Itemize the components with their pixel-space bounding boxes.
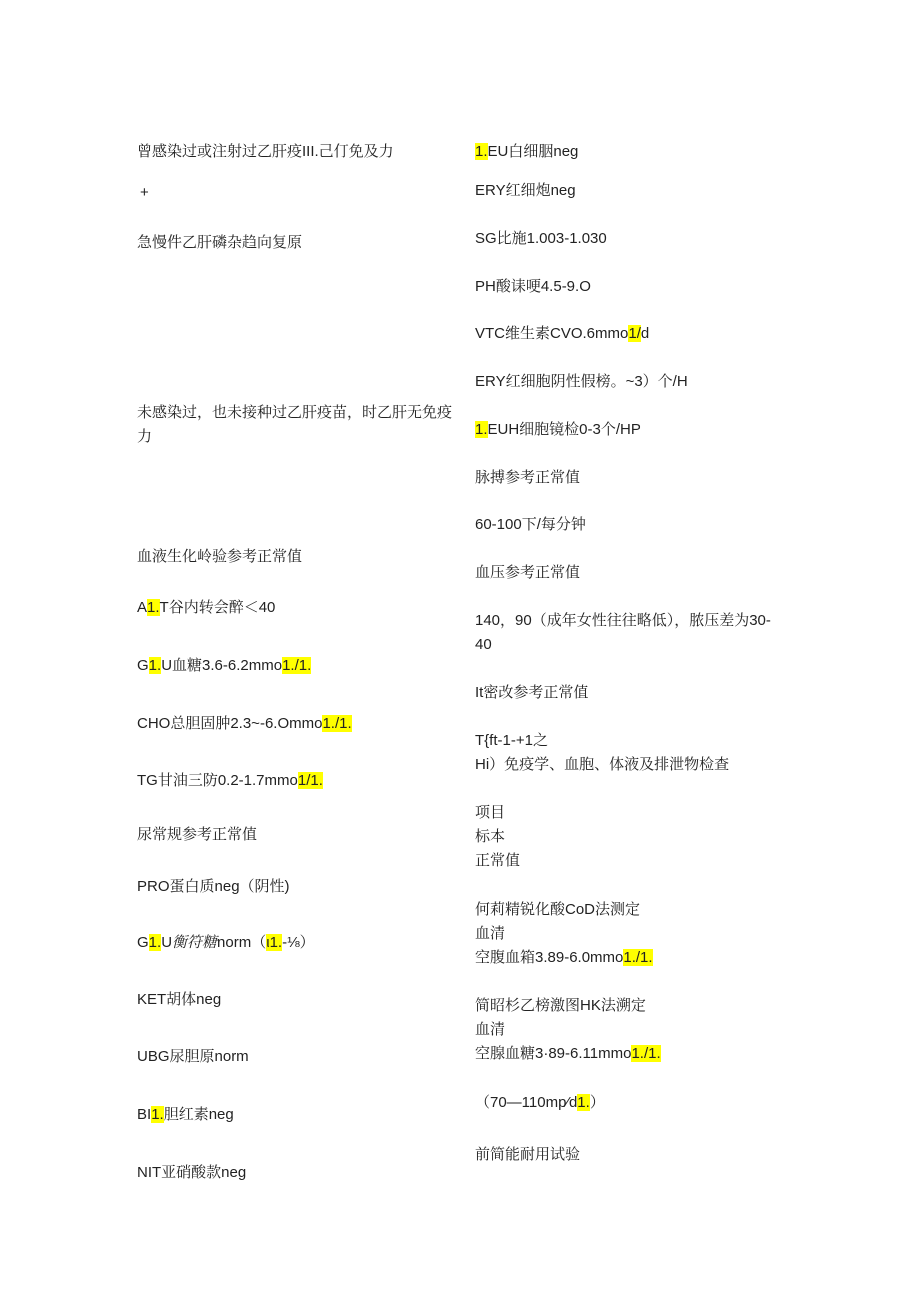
ugl-end: -⅛） [282, 934, 315, 951]
mgdl-end: ） [589, 1094, 605, 1111]
mgdl-text: （70—110mp⁄d [475, 1094, 578, 1111]
section-subheading: T{ft-1-+1之 [475, 732, 548, 749]
section-heading: It密改参考正常值 [475, 684, 589, 701]
glucose-line [137, 654, 311, 678]
highlight-mark: 1./1. [631, 1045, 661, 1062]
hbv-no-immunity-line: 未感染过，也未接种过乙肝疫苗，时乙肝无免疫 [137, 404, 453, 421]
pulse-value: 60-100下/每分钟 [475, 516, 586, 533]
hbv-recovery-line: 急慢件乙肝磷杂趋向复原 [137, 234, 303, 251]
highlight-mark: 1. [151, 1106, 164, 1123]
ketone-line: KET胡体neg [137, 991, 222, 1008]
nitrite-line: NIT亚硝酸款neg [137, 1164, 247, 1181]
vtc-text: VTC维生素CVO.6mmo [475, 325, 629, 342]
highlight-mark: ι1. [266, 934, 283, 951]
cholesterol-line [137, 712, 352, 736]
bil-text: 胆红素neg [163, 1106, 234, 1123]
highlight-mark: 1./1. [322, 715, 352, 732]
col-header-specimen: 标本 [475, 828, 506, 845]
triglyceride-line [137, 769, 323, 793]
highlight-mark: 1/ [628, 325, 641, 342]
alt-prefix: A [137, 599, 148, 616]
glucose-oxidase-method: 何莉精锐化酸CoD法测定 [475, 901, 641, 918]
highlight-mark: 1. [577, 1094, 590, 1111]
vtc-end: d [640, 325, 650, 342]
protein-line: PRO蛋白质neg（阴性) [137, 878, 290, 895]
fasting-glucose-line-2 [475, 1042, 661, 1066]
specific-gravity-line: SG比施1.003-1.030 [475, 230, 607, 247]
wbc-microscopy-line [475, 418, 641, 442]
hbv-immune-line: 曾感染过或注射过乙肝疫III.己仃免及力 [137, 143, 394, 160]
rbc-microscopy-line: ERY红细胞阴性假榜。~3）个/H [475, 373, 688, 390]
specimen-serum-2: 血清 [475, 1021, 506, 1038]
highlight-mark: 1. [147, 599, 160, 616]
blood-pressure-heading: 血压参考正常值 [475, 564, 581, 581]
glucose-mgdl-line [475, 1091, 605, 1115]
pulse-heading: 脉搏参考正常值 [475, 469, 581, 486]
leukocyte-line [475, 140, 578, 164]
blood-biochem-heading: 血液生化岭验参考正常值 [137, 548, 303, 565]
tg-text: TG甘油三防0.2-1.7mmo [137, 772, 298, 789]
fasting-glucose-line [475, 946, 653, 970]
ugl-u: U [161, 934, 173, 951]
ugl-italic: 衡符糖 [172, 934, 218, 951]
cho-text: CHO总胆固肿2.3~-6.Ommo [137, 715, 323, 732]
ugl-norm: norm（ [217, 934, 267, 951]
alt-line [137, 596, 275, 620]
hbv-no-immunity-line-cont: 力 [137, 428, 153, 445]
highlight-mark: 1./1. [623, 949, 653, 966]
ugl-prefix: G [137, 934, 149, 951]
glu-prefix: G [137, 657, 149, 674]
ph-line: PH酸诔哽4.5-9.O [475, 278, 591, 295]
highlight-mark: 1/1. [297, 772, 323, 789]
vitamin-c-line [475, 322, 649, 346]
wbc-text: EUH细胞镜检0-3个/HP [487, 421, 641, 438]
highlight-mark: 1./1. [282, 657, 312, 674]
plus-sign: + [140, 184, 149, 201]
specimen-serum: 血清 [475, 925, 506, 942]
urine-glucose-line [137, 931, 315, 955]
leu-text: EU白细胭neg [487, 143, 579, 160]
highlight-mark: 1. [148, 934, 162, 951]
urine-routine-heading: 尿常规参考正常值 [137, 826, 258, 843]
highlight-mark: 1. [475, 143, 488, 160]
alt-text: T谷内转会醉＜40 [159, 599, 276, 616]
bilirubin-line [137, 1103, 234, 1127]
urobilinogen-line: UBG尿胆原norm [137, 1048, 249, 1065]
glu-text: U血糖3.6-6.2mmo [161, 657, 283, 674]
blood-pressure-value-cont: 40 [475, 636, 492, 653]
tolerance-test-heading: 前简能耐用试验 [475, 1146, 581, 1163]
col-header-item: 项目 [475, 804, 506, 821]
col-header-normal: 正常值 [475, 852, 521, 869]
fg-text: 空腹血箱3.89-6.0mmo [475, 949, 624, 966]
immunology-heading: Hi）免疫学、血胞、体液及排泄物检查 [475, 756, 730, 773]
bil-prefix: BI [137, 1106, 152, 1123]
hexokinase-method: 简昭杉乙榜激图HK法溯定 [475, 997, 646, 1014]
blood-pressure-value: 140，90（成年女性往往略低），脓压差为30- [475, 612, 771, 629]
fg2-text: 空腺血糖3·89-6.11mmo [475, 1045, 632, 1062]
highlight-mark: 1. [475, 421, 488, 438]
highlight-mark: 1. [148, 657, 162, 674]
erythrocyte-line: ERY红细炮neg [475, 182, 576, 199]
